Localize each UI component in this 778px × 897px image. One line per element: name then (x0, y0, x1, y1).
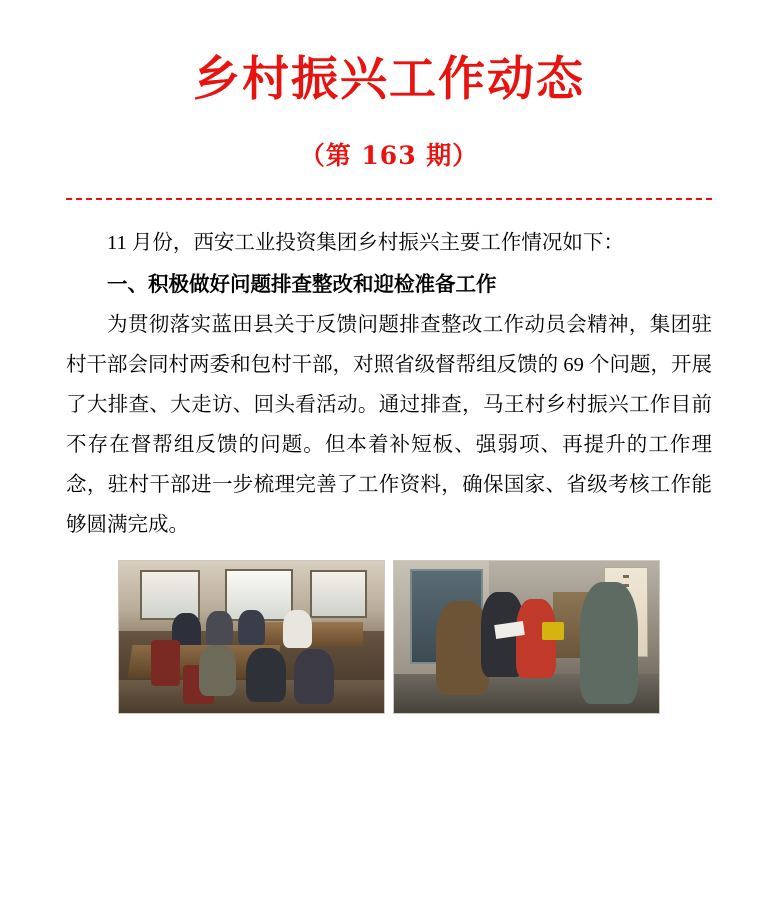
photo-person (283, 610, 312, 648)
photo-row (66, 560, 712, 714)
section-body-1: 为贯彻落实蓝田县关于反馈问题排查整改工作动员会精神，集团驻村干部会同村两委和包村干部，对照省级督帮组反馈的 69 个问题，开展了大排查、大走访、回头看活动。通过排查，马王村乡村振兴工作目前不存在督帮组反馈的问题。但本着补短板、强弱项、再提升的工作理念，驻村干部进一步梳理完善了工作资料，确保国家、省级考核工作能够圆满完成。 (66, 314, 712, 537)
photo-chair (151, 640, 180, 686)
header-divider (66, 198, 712, 200)
photo-person (294, 649, 334, 704)
photo-person (206, 611, 233, 647)
intro-paragraph: 11 月份，西安工业投资集团乡村振兴主要工作情况如下： (107, 232, 624, 255)
photo-bag (542, 622, 563, 640)
photo-person (246, 648, 286, 703)
document-page (0, 52, 778, 897)
photo-person (199, 645, 236, 697)
section-heading-1: 一、积极做好问题排查整改和迎检准备工作 (107, 274, 497, 297)
village-visit-photo (393, 560, 660, 714)
page-title: 乡村振兴工作动态 (193, 52, 585, 107)
photo-person (238, 610, 265, 646)
issue-number: （第 163 期） (299, 141, 479, 171)
document-body (66, 224, 712, 546)
meeting-room-photo (118, 560, 385, 714)
photo-person (580, 582, 638, 704)
photo-window (310, 570, 367, 618)
